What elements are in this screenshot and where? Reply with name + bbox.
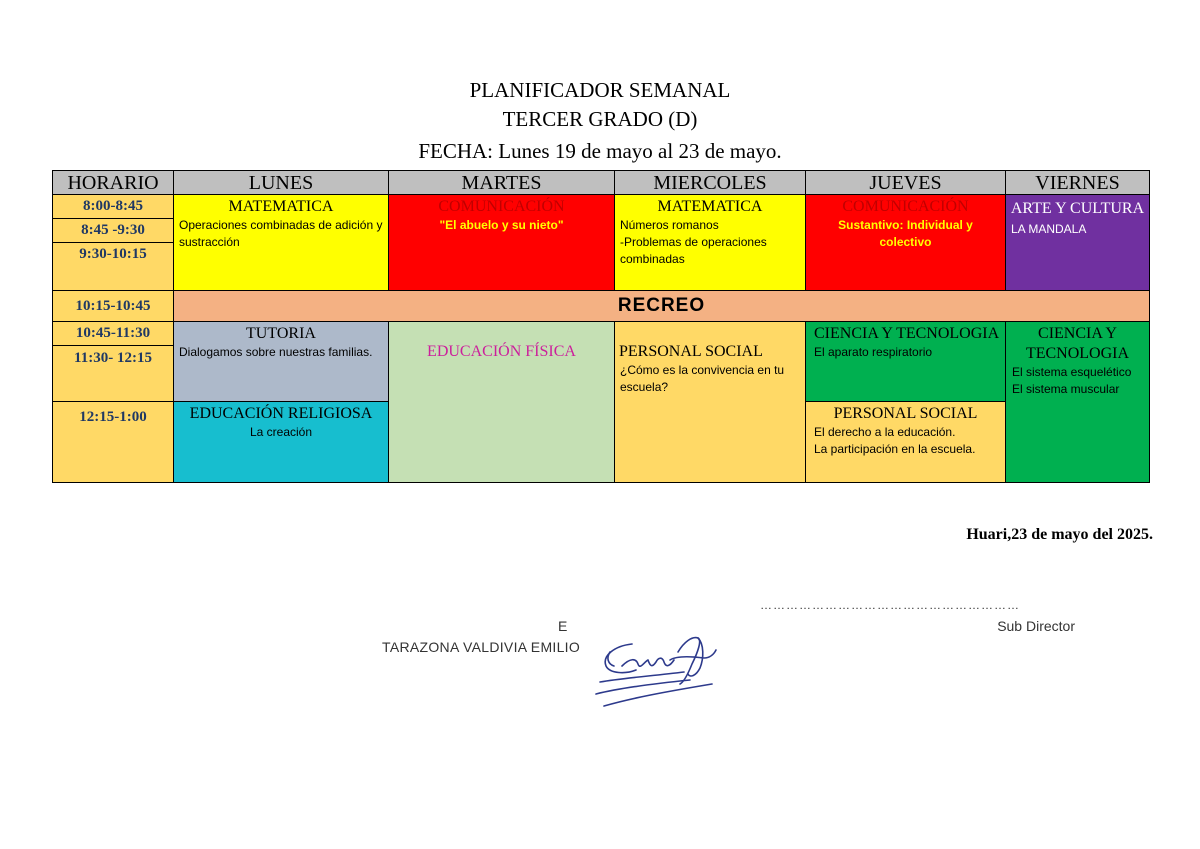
lunes-religiosa-cell [173,401,389,483]
column-header-lunes: LUNES [173,170,389,195]
viernes-arte-cell [1005,194,1150,291]
column-header-jueves: JUEVES [805,170,1006,195]
time-slot-2: 8:45 -9:30 [52,218,174,243]
column-header-martes: MARTES [388,170,615,195]
subject-label: MATEMATICA [228,198,334,215]
jueves-ciencia-cell [805,321,1006,402]
topic-text: El sistema esquelético [1012,365,1132,379]
topic-text: Dialogamos sobre nuestras familias. [179,345,373,359]
topic-text: El sistema muscular [1012,382,1120,396]
topic-text: La participación en la escuela. [814,442,976,456]
page-title: PLANIFICADOR SEMANAL [469,78,731,102]
topic-text: Sustantivo: Individual y colectivo [838,218,973,249]
jueves-comunicacion-cell [805,194,1006,291]
subject-label: ARTE Y CULTURA [1010,200,1145,217]
topic-text: LA MANDALA [1011,222,1087,236]
recess-bar: RECREO [173,290,1150,322]
time-slot-4: 10:15-10:45 [52,290,174,322]
subject-label: CIENCIA Y TECNOLOGIA [1025,325,1130,362]
subject-label: EDUCACIÓN RELIGIOSA [189,405,373,422]
topic-text: "El abuelo y su nieto" [439,218,564,232]
viernes-ciencia-cell [1005,321,1150,483]
time-slot-5: 10:45-11:30 [52,321,174,346]
martes-comunicacion-cell [388,194,615,291]
subject-label: COMUNICACIÓN [438,198,565,215]
sub-director-label: Sub Director [997,618,1075,634]
weekly-schedule-table [52,170,1150,483]
time-slot-3: 9:30-10:15 [52,242,174,291]
miercoles-personal-social-cell [614,321,806,483]
column-header-horario: HORARIO [52,170,174,195]
subject-label: COMUNICACIÓN [842,198,969,215]
column-header-miercoles: MIERCOLES [614,170,806,195]
topic-text: -Problemas de operaciones combinadas [620,235,767,266]
topic-text: Operaciones combinadas de adición y sustracción [179,218,383,249]
lunes-matematica-cell [173,194,389,291]
signature-line: …………………………………………………… [760,598,1020,612]
topic-text: ¿Cómo es la convivencia en tu escuela? [620,363,785,394]
subject-label: PERSONAL SOCIAL [833,405,978,422]
lunes-tutoria-cell [173,321,389,402]
subject-label: EDUCACIÓN FÍSICA [427,343,576,360]
martes-educacion-fisica-cell [388,321,615,483]
topic-text: Números romanos [620,218,719,232]
time-slot-6: 11:30- 12:15 [52,345,174,402]
teacher-name: TARAZONA VALDIVIA EMILIO [382,639,581,655]
topic-text: El aparato respiratorio [814,345,933,359]
miercoles-matematica-cell [614,194,806,291]
topic-text: El derecho a la educación. [814,425,956,439]
time-slot-1: 8:00-8:45 [52,194,174,219]
teacher-label-fragment: E [558,618,568,634]
subject-label: TUTORIA [246,325,316,342]
place-date: Huari,23 de mayo del 2025. [966,526,1153,543]
subject-label: PERSONAL SOCIAL [619,343,763,360]
handwritten-signature [592,622,732,714]
column-header-viernes: VIERNES [1005,170,1150,195]
jueves-personal-social-cell [805,401,1006,483]
time-slot-7: 12:15-1:00 [52,401,174,483]
subject-label: CIENCIA Y TECNOLOGIA [814,325,1000,342]
subject-label: MATEMATICA [657,198,763,215]
date-range: FECHA: Lunes 19 de mayo al 23 de mayo. [418,139,782,163]
grade-subtitle: TERCER GRADO (D) [502,107,698,131]
topic-text: La creación [249,425,313,439]
